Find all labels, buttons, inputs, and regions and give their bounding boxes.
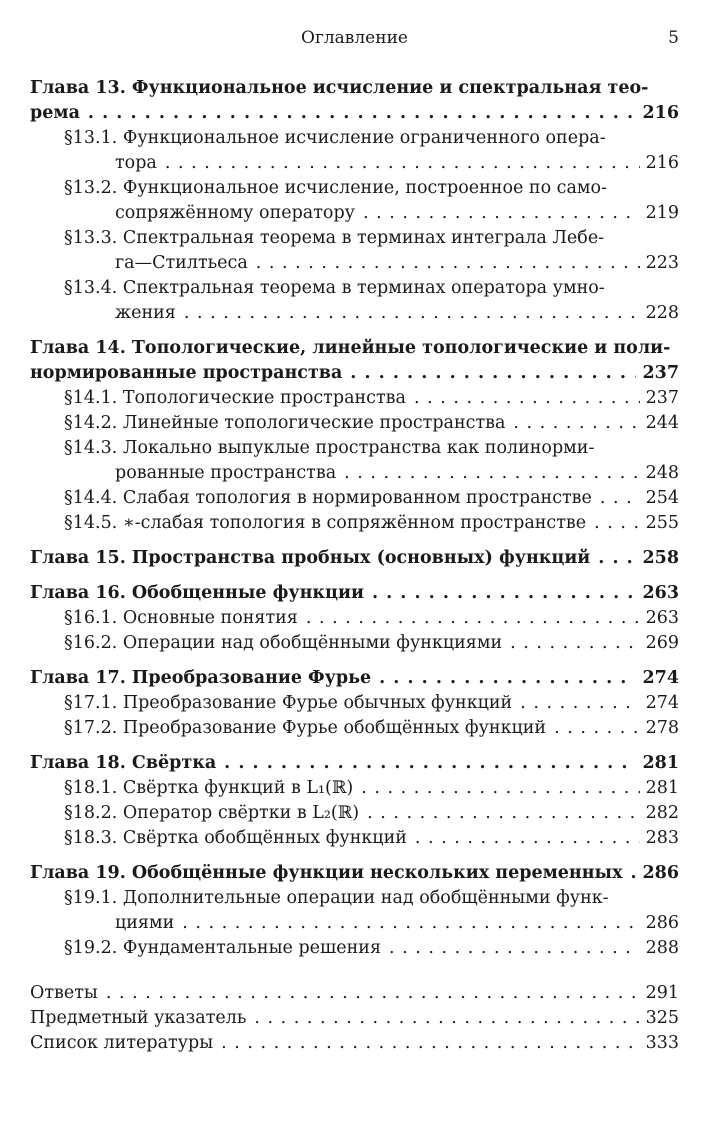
toc-section-entry[interactable] xyxy=(30,486,679,511)
toc-entry-title-last-line: §19.2. Фундаментальные решения . . . xyxy=(64,936,679,961)
toc-page-number: 255 xyxy=(640,511,679,536)
toc-entry-title-line: §14.3. Локально выпуклые пространства как полинорми- xyxy=(64,438,595,458)
toc-entry-title-last-line: §18.3. Свёртка обобщённых функций . . . xyxy=(64,826,679,851)
toc-entry-title-last-line: §18.2. Оператор свёртки в L₂(ℝ) . . . xyxy=(64,801,679,826)
toc-page-number: 216 xyxy=(636,101,679,126)
toc-entry-title-last-line: жения . . . xyxy=(64,301,679,326)
toc-section-entry[interactable] xyxy=(30,606,679,631)
toc-page-number: 283 xyxy=(640,826,679,851)
toc-entry-title-last-line: Глава 17. Преобразование Фурье . . . xyxy=(30,666,679,691)
toc-section-entry[interactable] xyxy=(30,716,679,741)
toc-chapter-entry[interactable] xyxy=(30,76,679,126)
header-title: Оглавление xyxy=(301,28,408,48)
toc-chapter-entry[interactable] xyxy=(30,666,679,691)
toc-section-entry[interactable] xyxy=(30,176,679,226)
toc-section-entry[interactable] xyxy=(30,511,679,536)
toc-page-number: 248 xyxy=(640,461,679,486)
toc-entry-title-last-line: §14.1. Топологические пространства . . . xyxy=(64,386,679,411)
toc-section-entry[interactable] xyxy=(30,886,679,936)
toc-entry-title-line: §13.4. Спектральная теорема в терминах оператора умно- xyxy=(64,278,605,298)
toc-section-entry[interactable] xyxy=(30,936,679,961)
toc-back-matter-entry[interactable] xyxy=(30,1006,679,1031)
toc-page-number: 216 xyxy=(640,151,679,176)
toc-entry-title-last-line: Глава 16. Обобщенные функции . . . xyxy=(30,581,679,606)
toc-entry-title-last-line: §17.1. Преобразование Фурье обычных функций . . . xyxy=(64,691,679,716)
toc-section-entry[interactable] xyxy=(30,631,679,656)
toc-entry-title-last-line: га—Стилтьеса . . . xyxy=(64,251,679,276)
toc-chapter-entry[interactable] xyxy=(30,751,679,776)
toc-chapter-entry[interactable] xyxy=(30,861,679,886)
toc-entry-title-last-line: рованные пространства . . . xyxy=(64,461,679,486)
toc-entry-title-last-line: §14.2. Линейные топологические пространства . . . xyxy=(64,411,679,436)
toc-page-number: 228 xyxy=(640,301,679,326)
toc-page-number: 291 xyxy=(640,981,679,1006)
toc-entry-title-line: Глава 13. Функциональное исчисление и спектральная тео- xyxy=(30,78,649,98)
toc-chapter-entry[interactable] xyxy=(30,581,679,606)
toc-section-entry[interactable] xyxy=(30,776,679,801)
toc-entry-title-last-line: §14.4. Слабая топология в нормированном пространстве . . . xyxy=(64,486,679,511)
toc-page-number: 263 xyxy=(636,581,679,606)
toc-page-number: 237 xyxy=(636,361,679,386)
toc-page-number: 254 xyxy=(640,486,679,511)
toc-section-entry[interactable] xyxy=(30,126,679,176)
toc-entry-title-line: §13.1. Функциональное исчисление ограниченного опера- xyxy=(64,128,606,148)
toc-page-number: 286 xyxy=(640,911,679,936)
toc-entry-title-last-line: §16.1. Основные понятия . . . xyxy=(64,606,679,631)
toc-entry-title-last-line: нормированные пространства . . . xyxy=(30,361,679,386)
toc-entry-title-last-line: Ответы . . . xyxy=(30,981,679,1006)
toc-entry-title-last-line: Глава 19. Обобщённые функции нескольких переменных . . . xyxy=(30,861,679,886)
toc-section-entry[interactable] xyxy=(30,226,679,276)
toc-section-entry[interactable] xyxy=(30,691,679,716)
toc-entry-title-last-line: §16.2. Операции над обобщёнными функциями . . . xyxy=(64,631,679,656)
toc-entry-title-last-line: §18.1. Свёртка функций в L₁(ℝ) . . . xyxy=(64,776,679,801)
toc-entry-title-line: §13.2. Функциональное исчисление, построенное по само- xyxy=(64,178,607,198)
toc-entry-title-last-line: Предметный указатель . . . xyxy=(30,1006,679,1031)
toc-entry-title-last-line: §17.2. Преобразование Фурье обобщённых функций . . . xyxy=(64,716,679,741)
toc-entry-title-last-line: циями . . . xyxy=(64,911,679,936)
header-page-number: 5 xyxy=(668,28,679,48)
toc-page-number: 274 xyxy=(640,691,679,716)
toc-page-number: 288 xyxy=(640,936,679,961)
toc-back-matter-entry[interactable] xyxy=(30,1031,679,1056)
toc-page-number: 333 xyxy=(640,1031,679,1056)
toc-entry-title-last-line: Глава 18. Свёртка . . . xyxy=(30,751,679,776)
toc-entry-title-last-line: рема . . . xyxy=(30,101,679,126)
toc-page-number: 237 xyxy=(640,386,679,411)
toc-entry-title-last-line: Список литературы . . . xyxy=(30,1031,679,1056)
toc-page-number: 258 xyxy=(636,546,679,571)
toc-page-number: 274 xyxy=(636,666,679,691)
toc-page-number: 219 xyxy=(640,201,679,226)
toc-page-number: 278 xyxy=(640,716,679,741)
toc-spacer xyxy=(30,961,679,981)
running-header xyxy=(0,28,709,50)
toc-entry-title-line: §19.1. Дополнительные операции над обобщёнными функ- xyxy=(64,888,609,908)
toc-section-entry[interactable] xyxy=(30,826,679,851)
toc-section-entry[interactable] xyxy=(30,801,679,826)
toc-entry-title-line: §13.3. Спектральная теорема в терминах интеграла Лебе- xyxy=(64,228,605,248)
toc-page-number: 281 xyxy=(640,776,679,801)
toc-entry-title-last-line: тора . . . xyxy=(64,151,679,176)
table-of-contents xyxy=(30,66,679,1056)
toc-section-entry[interactable] xyxy=(30,386,679,411)
toc-section-entry[interactable] xyxy=(30,276,679,326)
toc-page-number: 269 xyxy=(640,631,679,656)
toc-page-number: 244 xyxy=(640,411,679,436)
toc-chapter-entry[interactable] xyxy=(30,546,679,571)
toc-page-number: 263 xyxy=(640,606,679,631)
toc-entry-title-line: Глава 14. Топологические, линейные топологические и поли- xyxy=(30,338,671,358)
toc-page-number: 223 xyxy=(640,251,679,276)
toc-section-entry[interactable] xyxy=(30,436,679,486)
toc-page-number: 282 xyxy=(640,801,679,826)
toc-entry-title-last-line: сопряжённому оператору . . . xyxy=(64,201,679,226)
toc-back-matter-entry[interactable] xyxy=(30,981,679,1006)
toc-page-number: 286 xyxy=(636,861,679,886)
toc-page-number: 281 xyxy=(636,751,679,776)
toc-chapter-entry[interactable] xyxy=(30,336,679,386)
toc-section-entry[interactable] xyxy=(30,411,679,436)
toc-page-number: 325 xyxy=(640,1006,679,1031)
toc-entry-title-last-line: §14.5. ∗-слабая топология в сопряжённом пространстве . . . xyxy=(64,511,679,536)
toc-entry-title-last-line: Глава 15. Пространства пробных (основных) функций . . . xyxy=(30,546,679,571)
